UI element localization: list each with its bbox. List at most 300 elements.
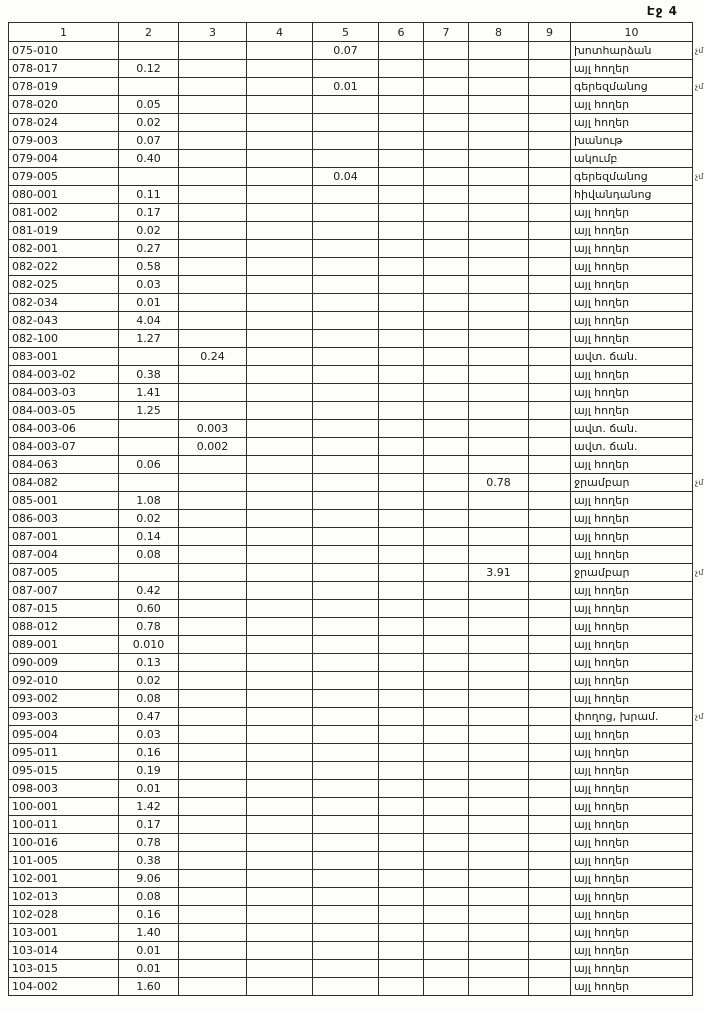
margin-note (693, 276, 704, 294)
value-cell (119, 438, 179, 456)
value-cell (379, 618, 424, 636)
value-cell (179, 600, 247, 618)
value-cell (424, 492, 469, 510)
value-cell (424, 708, 469, 726)
parcel-code-cell: 103-015 (9, 960, 119, 978)
value-cell (424, 204, 469, 222)
parcel-code-cell: 078-020 (9, 96, 119, 114)
value-cell (529, 150, 571, 168)
value-cell (313, 708, 379, 726)
value-cell (379, 420, 424, 438)
value-cell (529, 420, 571, 438)
table-row (9, 528, 704, 546)
value-cell (529, 798, 571, 816)
parcel-code-cell: 085-001 (9, 492, 119, 510)
value-cell (469, 294, 529, 312)
parcel-code-cell: 103-014 (9, 942, 119, 960)
value-cell (379, 816, 424, 834)
land-use-cell: այլ հողեր (571, 780, 693, 798)
land-use-cell: այլ հողեր (571, 816, 693, 834)
parcel-code-cell: 093-003 (9, 708, 119, 726)
value-cell (529, 942, 571, 960)
value-cell (313, 582, 379, 600)
table-row (9, 942, 704, 960)
margin-note (693, 816, 704, 834)
value-cell (529, 888, 571, 906)
value-cell (469, 186, 529, 204)
value-cell (179, 168, 247, 186)
value-cell (424, 582, 469, 600)
land-use-cell: այլ հողեր (571, 510, 693, 528)
value-cell (469, 762, 529, 780)
value-cell (247, 258, 313, 276)
value-cell (313, 780, 379, 798)
land-use-cell: այլ հողեր (571, 798, 693, 816)
value-cell (119, 78, 179, 96)
value-cell (379, 546, 424, 564)
value-cell (424, 528, 469, 546)
table-row (9, 420, 704, 438)
value-cell (424, 654, 469, 672)
value-cell (179, 528, 247, 546)
land-use-cell: այլ հողեր (571, 240, 693, 258)
table-row (9, 708, 704, 726)
value-cell (313, 402, 379, 420)
value-cell: 1.08 (119, 492, 179, 510)
table-row (9, 96, 704, 114)
value-cell (424, 744, 469, 762)
parcel-code-cell: 082-022 (9, 258, 119, 276)
value-cell (379, 492, 424, 510)
value-cell (469, 150, 529, 168)
value-cell (179, 636, 247, 654)
table-row (9, 798, 704, 816)
value-cell (313, 798, 379, 816)
value-cell: 4.04 (119, 312, 179, 330)
value-cell (424, 978, 469, 996)
margin-gutter (693, 23, 704, 42)
value-cell (379, 888, 424, 906)
margin-note (693, 114, 704, 132)
value-cell (424, 546, 469, 564)
value-cell (469, 582, 529, 600)
margin-note (693, 654, 704, 672)
value-cell (247, 114, 313, 132)
value-cell (379, 906, 424, 924)
table-row (9, 546, 704, 564)
parcel-code-cell: 095-004 (9, 726, 119, 744)
margin-note (693, 258, 704, 276)
value-cell: 0.12 (119, 60, 179, 78)
value-cell (179, 942, 247, 960)
value-cell (247, 348, 313, 366)
value-cell (469, 132, 529, 150)
value-cell (469, 204, 529, 222)
table-row (9, 438, 704, 456)
value-cell (379, 780, 424, 798)
value-cell (247, 618, 313, 636)
value-cell (313, 834, 379, 852)
table-row (9, 348, 704, 366)
value-cell (313, 852, 379, 870)
value-cell (379, 870, 424, 888)
parcel-code-cell: 102-013 (9, 888, 119, 906)
land-use-cell: այլ հողեր (571, 492, 693, 510)
value-cell: 0.11 (119, 186, 179, 204)
margin-note (693, 636, 704, 654)
value-cell (424, 834, 469, 852)
margin-note (693, 978, 704, 996)
table-row (9, 294, 704, 312)
value-cell (379, 240, 424, 258)
table-row (9, 582, 704, 600)
value-cell (469, 42, 529, 60)
margin-note (693, 96, 704, 114)
value-cell: 0.08 (119, 546, 179, 564)
margin-note: չմ (695, 712, 704, 721)
value-cell (179, 708, 247, 726)
table-row (9, 636, 704, 654)
table-row (9, 114, 704, 132)
value-cell (313, 906, 379, 924)
margin-note (693, 132, 704, 150)
value-cell (179, 780, 247, 798)
value-cell (469, 114, 529, 132)
value-cell (529, 114, 571, 132)
land-use-cell: այլ հողեր (571, 636, 693, 654)
value-cell: 9.06 (119, 870, 179, 888)
value-cell (179, 78, 247, 96)
value-cell (469, 816, 529, 834)
value-cell (179, 564, 247, 582)
parcel-code-cell: 102-028 (9, 906, 119, 924)
value-cell (247, 546, 313, 564)
value-cell (379, 708, 424, 726)
value-cell (247, 456, 313, 474)
value-cell (179, 276, 247, 294)
table-row (9, 672, 704, 690)
value-cell (424, 384, 469, 402)
value-cell (313, 672, 379, 690)
value-cell (313, 384, 379, 402)
table-row (9, 492, 704, 510)
value-cell (469, 780, 529, 798)
margin-note (693, 870, 704, 888)
value-cell (179, 132, 247, 150)
land-use-cell: այլ հողեր (571, 330, 693, 348)
value-cell (424, 168, 469, 186)
value-cell (529, 60, 571, 78)
value-cell: 0.78 (469, 474, 529, 492)
value-cell (313, 60, 379, 78)
column-header-9: 9 (529, 23, 571, 42)
land-use-cell: այլ հողեր (571, 366, 693, 384)
value-cell (313, 654, 379, 672)
value-cell (424, 870, 469, 888)
value-cell (469, 834, 529, 852)
parcel-code-cell: 083-001 (9, 348, 119, 366)
value-cell (424, 438, 469, 456)
table-row (9, 600, 704, 618)
value-cell (529, 132, 571, 150)
value-cell (379, 186, 424, 204)
value-cell (247, 474, 313, 492)
value-cell: 0.01 (313, 78, 379, 96)
margin-note (693, 60, 704, 78)
margin-note (693, 762, 704, 780)
value-cell (247, 186, 313, 204)
value-cell: 0.04 (313, 168, 379, 186)
land-use-cell: ջրամբար (571, 564, 693, 582)
value-cell (469, 528, 529, 546)
value-cell (529, 96, 571, 114)
parcel-code-cell: 081-002 (9, 204, 119, 222)
value-cell (379, 672, 424, 690)
value-cell (313, 816, 379, 834)
value-cell (469, 978, 529, 996)
value-cell: 0.42 (119, 582, 179, 600)
land-use-cell: այլ հողեր (571, 852, 693, 870)
parcel-code-cell: 079-003 (9, 132, 119, 150)
value-cell (529, 564, 571, 582)
value-cell (379, 942, 424, 960)
value-cell (179, 312, 247, 330)
margin-note (693, 438, 704, 456)
land-use-cell: այլ հողեր (571, 600, 693, 618)
land-use-cell: այլ հողեր (571, 384, 693, 402)
value-cell (179, 762, 247, 780)
margin-note (693, 222, 704, 240)
parcel-code-cell: 082-025 (9, 276, 119, 294)
margin-note (693, 924, 704, 942)
margin-note (693, 420, 704, 438)
land-use-cell: խանութ (571, 132, 693, 150)
value-cell (469, 870, 529, 888)
parcel-code-cell: 082-043 (9, 312, 119, 330)
column-header-2: 2 (119, 23, 179, 42)
value-cell (529, 654, 571, 672)
value-cell (529, 258, 571, 276)
margin-note: չմ (695, 82, 704, 91)
value-cell (424, 366, 469, 384)
value-cell (424, 636, 469, 654)
land-use-cell: այլ հողեր (571, 546, 693, 564)
value-cell: 0.58 (119, 258, 179, 276)
land-use-cell: այլ հողեր (571, 528, 693, 546)
value-cell (313, 870, 379, 888)
value-cell (469, 546, 529, 564)
value-cell (247, 726, 313, 744)
value-cell (529, 42, 571, 60)
value-cell (247, 834, 313, 852)
value-cell (247, 960, 313, 978)
value-cell (469, 258, 529, 276)
value-cell (469, 402, 529, 420)
value-cell (379, 654, 424, 672)
value-cell (247, 222, 313, 240)
parcel-code-cell: 084-063 (9, 456, 119, 474)
table-row (9, 618, 704, 636)
value-cell (529, 870, 571, 888)
value-cell (247, 708, 313, 726)
margin-note (693, 780, 704, 798)
parcel-code-cell: 095-015 (9, 762, 119, 780)
value-cell (424, 726, 469, 744)
parcel-code-cell: 093-002 (9, 690, 119, 708)
value-cell (313, 618, 379, 636)
value-cell: 0.003 (179, 420, 247, 438)
column-header-8: 8 (469, 23, 529, 42)
table-row (9, 906, 704, 924)
value-cell (313, 474, 379, 492)
parcel-code-cell: 084-082 (9, 474, 119, 492)
value-cell (247, 438, 313, 456)
value-cell: 0.17 (119, 204, 179, 222)
value-cell (379, 564, 424, 582)
value-cell (313, 744, 379, 762)
margin-note (693, 186, 704, 204)
value-cell (529, 294, 571, 312)
table-row (9, 474, 704, 492)
parcel-code-cell: 082-001 (9, 240, 119, 258)
value-cell (179, 654, 247, 672)
value-cell (469, 654, 529, 672)
margin-note (693, 456, 704, 474)
land-use-cell: գերեզմանոց (571, 78, 693, 96)
land-use-cell: այլ հողեր (571, 924, 693, 942)
parcel-code-cell: 101-005 (9, 852, 119, 870)
parcel-code-cell: 078-024 (9, 114, 119, 132)
table-row (9, 42, 704, 60)
parcel-code-cell: 084-003-02 (9, 366, 119, 384)
value-cell (379, 366, 424, 384)
table-row (9, 456, 704, 474)
value-cell (379, 168, 424, 186)
land-use-cell: ջրամբար (571, 474, 693, 492)
margin-note (693, 366, 704, 384)
parcel-code-cell: 102-001 (9, 870, 119, 888)
parcel-code-cell: 078-017 (9, 60, 119, 78)
column-header-10: 10 (571, 23, 693, 42)
land-use-cell: գերեզմանոց (571, 168, 693, 186)
value-cell: 0.01 (119, 294, 179, 312)
value-cell (379, 348, 424, 366)
table-body (9, 42, 704, 996)
parcel-code-cell: 098-003 (9, 780, 119, 798)
value-cell (247, 852, 313, 870)
value-cell (469, 78, 529, 96)
land-use-cell: այլ հողեր (571, 294, 693, 312)
margin-note (693, 942, 704, 960)
value-cell (379, 330, 424, 348)
value-cell: 0.16 (119, 744, 179, 762)
table-row (9, 276, 704, 294)
value-cell (379, 636, 424, 654)
value-cell (469, 510, 529, 528)
table-row (9, 744, 704, 762)
value-cell (247, 816, 313, 834)
value-cell (247, 924, 313, 942)
value-cell (424, 114, 469, 132)
value-cell: 0.17 (119, 816, 179, 834)
land-use-cell: այլ հողեր (571, 834, 693, 852)
value-cell (313, 978, 379, 996)
value-cell (424, 618, 469, 636)
land-use-cell: այլ հողեր (571, 60, 693, 78)
land-use-cell: ավտ. ճան. (571, 420, 693, 438)
margin-note: չմ (695, 46, 704, 55)
table-row (9, 240, 704, 258)
value-cell (313, 690, 379, 708)
value-cell (469, 798, 529, 816)
value-cell (424, 780, 469, 798)
value-cell (313, 492, 379, 510)
value-cell (313, 924, 379, 942)
land-use-cell: այլ հողեր (571, 744, 693, 762)
value-cell (179, 366, 247, 384)
value-cell (424, 690, 469, 708)
value-cell: 0.07 (119, 132, 179, 150)
value-cell: 0.16 (119, 906, 179, 924)
value-cell (313, 96, 379, 114)
margin-note (693, 852, 704, 870)
value-cell: 0.40 (119, 150, 179, 168)
land-use-cell: այլ հողեր (571, 762, 693, 780)
margin-note (693, 726, 704, 744)
parcel-code-cell: 087-001 (9, 528, 119, 546)
value-cell (529, 276, 571, 294)
value-cell (247, 636, 313, 654)
value-cell (247, 294, 313, 312)
value-cell (119, 564, 179, 582)
value-cell (379, 834, 424, 852)
table-row (9, 384, 704, 402)
margin-note (693, 384, 704, 402)
value-cell (424, 402, 469, 420)
value-cell (529, 330, 571, 348)
land-use-cell: այլ հողեր (571, 204, 693, 222)
land-use-cell: այլ հողեր (571, 582, 693, 600)
value-cell: 0.02 (119, 510, 179, 528)
value-cell (247, 510, 313, 528)
value-cell (529, 348, 571, 366)
value-cell (424, 600, 469, 618)
value-cell (179, 204, 247, 222)
value-cell (179, 456, 247, 474)
value-cell (424, 258, 469, 276)
table-row (9, 870, 704, 888)
value-cell (179, 618, 247, 636)
value-cell (247, 690, 313, 708)
value-cell (469, 600, 529, 618)
parcel-code-cell: 075-010 (9, 42, 119, 60)
value-cell (247, 564, 313, 582)
land-use-cell: այլ հողեր (571, 114, 693, 132)
margin-note (693, 582, 704, 600)
value-cell (379, 456, 424, 474)
land-use-cell: այլ հողեր (571, 276, 693, 294)
value-cell (469, 726, 529, 744)
value-cell (247, 384, 313, 402)
land-use-cell: այլ հողեր (571, 456, 693, 474)
value-cell: 0.01 (119, 960, 179, 978)
table-row (9, 330, 704, 348)
value-cell (424, 312, 469, 330)
value-cell (379, 762, 424, 780)
parcel-code-cell: 090-009 (9, 654, 119, 672)
margin-note (693, 204, 704, 222)
land-use-cell: այլ հողեր (571, 978, 693, 996)
